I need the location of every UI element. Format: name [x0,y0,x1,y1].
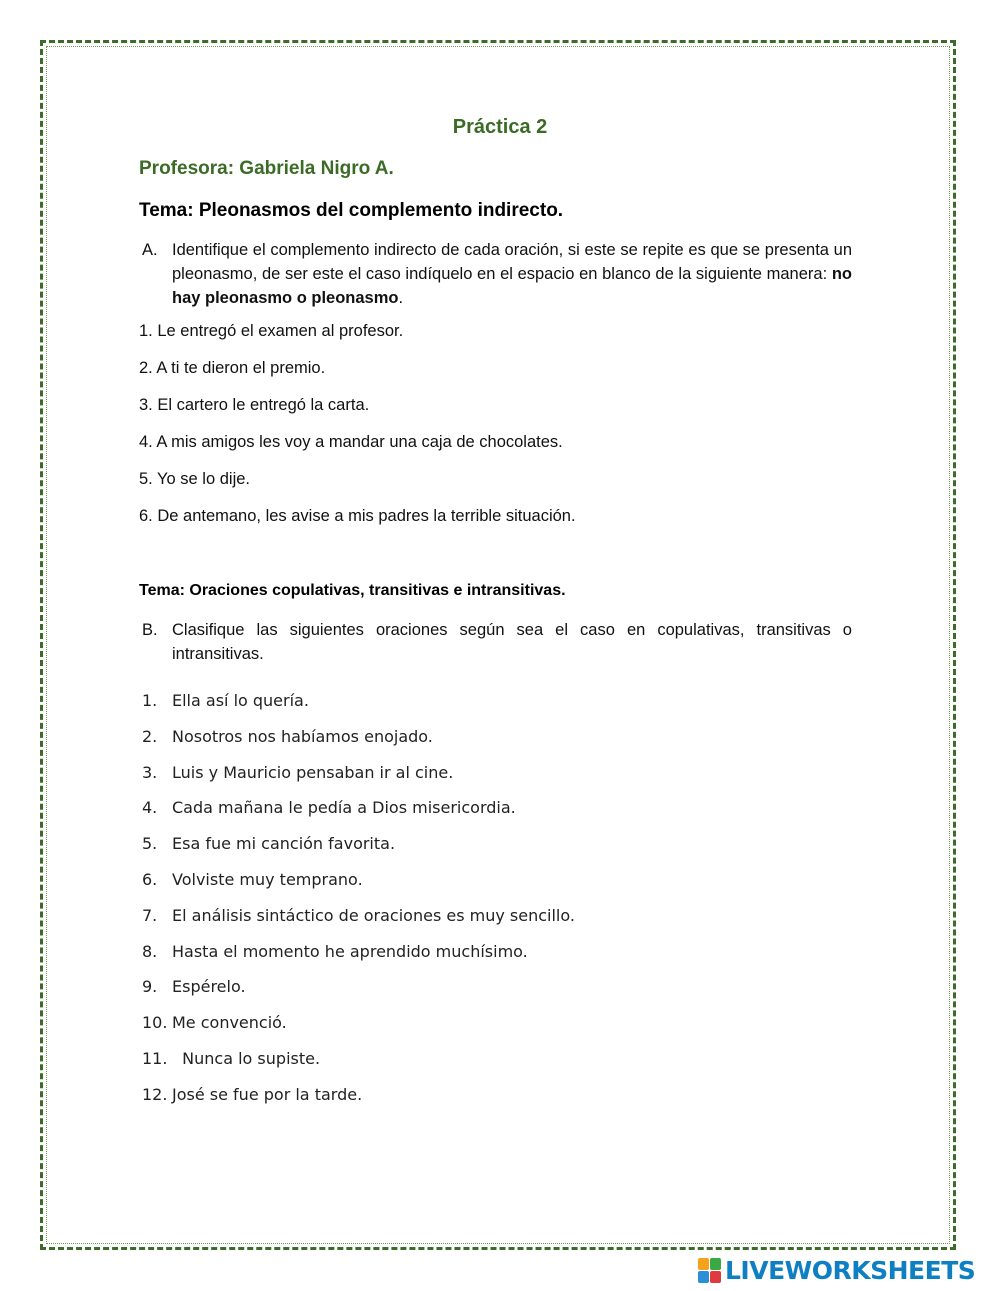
section1-topic: Tema: Pleonasmos del complemento indirecto. [139,200,564,221]
item-number: 3. [142,762,158,782]
instruction-label: B. [142,621,158,639]
item-text: Me convenció. [172,1013,287,1033]
liveworksheets-logo-icon [698,1258,721,1283]
instruction-end: . [398,289,404,307]
list-item: 1. Le entregó el examen al profesor. [139,322,404,340]
list-item: 5. Yo se lo dije. [139,470,251,488]
section2-topic: Tema: Oraciones copulativas, transitivas e intransitivas. [139,582,566,599]
item-text: Nosotros nos habíamos enojado. [172,726,433,746]
list-item [142,906,575,942]
teacher-name: Profesora: Gabriela Nigro A. [139,158,394,179]
list-item [142,1013,575,1049]
item-text: Hasta el momento he aprendido muchísimo. [172,941,528,961]
list-item [142,798,575,834]
item-text: Ella así lo quería. [172,691,309,710]
brand-text: LIVEWORKSHEETS [725,1255,976,1285]
logo-block [710,1258,721,1270]
list-item: 6. De antemano, les avise a mis padres la terrible situación. [139,507,576,525]
item-text: Espérelo. [172,977,246,997]
liveworksheets-brand[interactable] [698,1256,975,1284]
section2-list [142,691,575,1121]
item-number: 8. [142,941,158,961]
item-text: El análisis sintáctico de oraciones es muy sencillo. [172,905,575,925]
item-number: 9. [142,977,158,997]
item-number: 11. [142,1048,168,1068]
item-text: Volviste muy temprano. [172,869,363,889]
item-number: 2. [142,726,158,746]
list-item [142,691,575,727]
logo-block [710,1271,721,1283]
list-item: 2. A ti te dieron el premio. [139,359,326,377]
instruction-bold: no hay pleonasmo o pleonasmo [172,265,852,307]
item-number: 6. [142,869,158,889]
item-number: 5. [142,834,158,854]
list-item [142,763,575,799]
logo-block [698,1258,709,1270]
list-item [142,1085,575,1121]
list-item [142,1049,575,1085]
list-item [142,942,575,978]
item-number: 7. [142,905,158,925]
section2-instruction [142,618,852,666]
section1-list [139,322,576,544]
item-text: Nunca lo supiste. [172,1048,321,1068]
list-item [142,977,575,1013]
item-number: 4. [142,798,158,818]
item-number: 1. [142,691,158,710]
page-title: Práctica 2 [452,116,548,138]
instruction-text: Identifique el complemento indirecto de cada oración, si este se repite es que se presenta un pleonasmo, de ser este el caso indíquelo en el espacio en blanco de la siguiente manera: [172,241,852,283]
section1-instruction [142,238,852,310]
logo-block [698,1271,709,1283]
item-number: 12. [142,1084,168,1104]
list-item [142,727,575,763]
list-item [142,834,575,870]
list-item: 3. El cartero le entregó la carta. [139,396,370,414]
instruction-label: A. [142,241,158,259]
item-text: José se fue por la tarde. [172,1084,363,1104]
item-text: Luis y Mauricio pensaban ir al cine. [172,762,454,782]
item-text: Cada mañana le pedía a Dios misericordia. [172,798,516,818]
instruction-text: Clasifique las siguientes oraciones según sea el caso en copulativas, transitivas o intransitivas. [172,621,852,663]
list-item: 4. A mis amigos les voy a mandar una caja de chocolates. [139,433,563,451]
list-item [142,870,575,906]
item-text: Esa fue mi canción favorita. [172,834,396,854]
item-number: 10. [142,1013,168,1033]
